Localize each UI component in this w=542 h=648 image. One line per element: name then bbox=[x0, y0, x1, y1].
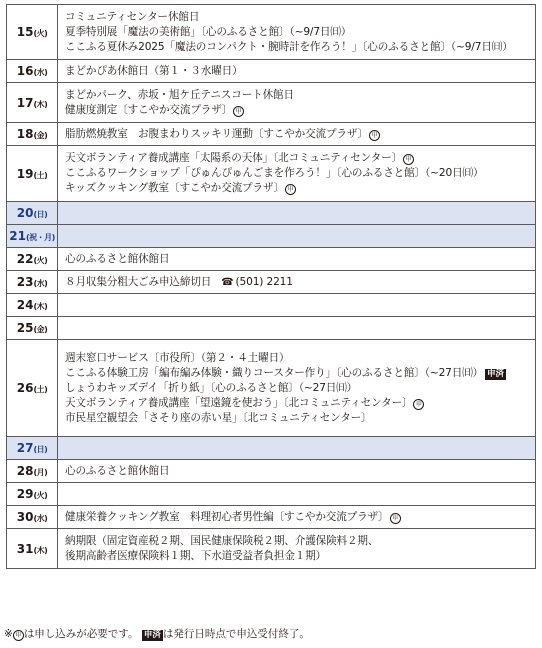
day-number: 19 bbox=[16, 166, 34, 181]
event-item bbox=[65, 464, 535, 479]
date-cell bbox=[7, 146, 58, 202]
day-number: 20 bbox=[16, 206, 34, 220]
reservation-required-icon: 申 bbox=[390, 513, 401, 524]
calendar-row bbox=[7, 506, 536, 529]
weekday-label: (水) bbox=[33, 514, 48, 523]
event-text: ８月収集分粗大ごみ申込締切日 bbox=[65, 275, 212, 288]
event-text: まどかパーク、赤坂・旭ケ丘テニスコート休館日 bbox=[65, 88, 294, 101]
event-text: 天文ボランティア養成講座「太陽系の天体」〔北コミュニティセンター〕 bbox=[65, 152, 403, 164]
date-cell bbox=[7, 294, 58, 317]
day-number: 28 bbox=[16, 464, 34, 478]
event-text: ここふるワークショップ「ぴゅんぴゅんごまを作ろう！」〔心のふるさと館〕（~20日㈰） bbox=[65, 167, 484, 179]
event-item bbox=[65, 510, 535, 525]
events-cell bbox=[58, 271, 536, 294]
event-text: 心のふるさと館休館日 bbox=[65, 252, 170, 265]
footnote-text-1: は申し込みが必要です。 bbox=[23, 628, 139, 640]
calendar-row bbox=[7, 248, 536, 271]
event-text: しょうわキッズデイ「折り紙」〔心のふるさと館〕（~27日㈰） bbox=[65, 381, 358, 394]
reservation-required-icon: 申 bbox=[13, 630, 24, 641]
calendar-row bbox=[7, 483, 536, 506]
event-item bbox=[65, 25, 535, 40]
event-item bbox=[65, 275, 535, 290]
day-number: 25 bbox=[16, 321, 34, 335]
date-cell bbox=[7, 460, 58, 483]
event-item bbox=[65, 366, 535, 381]
events-cell bbox=[58, 506, 536, 529]
event-text: ここふる夏休み2025「魔法のコンパクト・腕時計を作ろう！」〔心のふるさと館〕（~9/7日㈰） bbox=[65, 40, 513, 53]
weekday-label: (日) bbox=[33, 210, 48, 219]
day-number: 31 bbox=[16, 541, 34, 556]
events-cell bbox=[58, 437, 536, 460]
event-item bbox=[65, 381, 535, 396]
date-cell bbox=[7, 437, 58, 460]
weekday-label: (火) bbox=[33, 491, 48, 500]
calendar-row bbox=[7, 529, 536, 569]
events-cell bbox=[58, 60, 536, 83]
event-item bbox=[65, 166, 535, 181]
event-item bbox=[65, 40, 535, 55]
events-cell bbox=[58, 146, 536, 202]
event-calendar-table bbox=[6, 4, 536, 569]
footnote-text-2: は発行日時点で申込受付終了。 bbox=[162, 628, 310, 640]
reservation-required-icon: 申 bbox=[233, 106, 244, 117]
weekday-label: (日) bbox=[33, 445, 48, 454]
date-cell bbox=[7, 123, 58, 146]
weekday-label: (火) bbox=[33, 256, 48, 265]
closed-badge: 申済 bbox=[143, 630, 161, 640]
date-cell bbox=[7, 225, 58, 248]
day-number: 23 bbox=[16, 275, 34, 289]
event-item bbox=[65, 411, 535, 426]
weekday-label: (火) bbox=[33, 29, 48, 38]
event-text: 心のふるさと館休館日 bbox=[65, 464, 170, 477]
event-item bbox=[65, 103, 535, 118]
day-number: 15 bbox=[16, 25, 34, 39]
phone-number: (501) 2211 bbox=[235, 275, 293, 288]
date-cell bbox=[7, 271, 58, 294]
date-cell bbox=[7, 340, 58, 437]
events-cell bbox=[58, 225, 536, 248]
event-text: ここふる体験工房「編布編み体験・織りコースター作り」〔心のふるさと館〕（~27日㈰） bbox=[65, 366, 484, 379]
event-item bbox=[65, 64, 535, 79]
day-number: 26 bbox=[16, 381, 34, 395]
date-cell bbox=[7, 202, 58, 225]
event-text: 週末窓口サービス〔市役所〕（第２・４土曜日） bbox=[65, 351, 290, 364]
weekday-label: (木) bbox=[33, 99, 48, 109]
day-number: 21 bbox=[9, 229, 26, 243]
event-text: 夏季特別展「魔法の美術館」〔心のふるさと館〕（~9/7日㈰） bbox=[65, 25, 352, 38]
event-text: コミュニティセンター休館日 bbox=[65, 10, 200, 23]
date-cell bbox=[7, 83, 58, 123]
date-cell bbox=[7, 506, 58, 529]
events-cell bbox=[58, 460, 536, 483]
weekday-label: (水) bbox=[33, 279, 48, 288]
events-cell bbox=[58, 123, 536, 146]
date-cell bbox=[7, 529, 58, 569]
event-item bbox=[65, 127, 535, 142]
day-number: 29 bbox=[16, 487, 34, 501]
event-item bbox=[65, 534, 535, 549]
events-cell bbox=[58, 317, 536, 340]
calendar-row bbox=[7, 60, 536, 83]
footnote-prefix: ※ bbox=[4, 628, 13, 640]
event-text: 天文ボランティア養成講座「望遠鏡を使おう」〔北コミュニティセンター〕 bbox=[65, 396, 413, 409]
calendar-row bbox=[7, 146, 536, 202]
event-text: 脂肪燃焼教室 お腹まわりスッキリ運動〔すこやか交流プラザ〕 bbox=[65, 127, 368, 140]
events-cell bbox=[58, 529, 536, 569]
footnote bbox=[4, 626, 310, 641]
date-cell bbox=[7, 60, 58, 83]
event-text: 納期限（固定資産税２期、国民健康保険税２期、介護保険料２期、 bbox=[65, 534, 379, 547]
reservation-required-icon: 申 bbox=[403, 154, 414, 165]
day-number: 16 bbox=[16, 64, 34, 78]
calendar-row bbox=[7, 123, 536, 146]
reservation-required-icon: 申 bbox=[413, 399, 424, 410]
calendar-row bbox=[7, 83, 536, 123]
reservation-required-icon: 申 bbox=[369, 130, 380, 141]
calendar-row bbox=[7, 460, 536, 483]
date-cell bbox=[7, 5, 58, 60]
event-item bbox=[65, 151, 535, 166]
calendar-row bbox=[7, 437, 536, 460]
day-number: 27 bbox=[16, 441, 34, 455]
calendar-row bbox=[7, 294, 536, 317]
date-cell bbox=[7, 317, 58, 340]
event-text: キッズクッキング教室〔すこやか交流プラザ〕 bbox=[65, 182, 284, 194]
event-item bbox=[65, 88, 535, 103]
events-cell bbox=[58, 248, 536, 271]
weekday-label: (木) bbox=[33, 545, 48, 555]
weekday-label: (祝・月) bbox=[25, 233, 55, 242]
weekday-label: (金) bbox=[33, 131, 48, 140]
calendar-body bbox=[7, 5, 536, 569]
reservation-required-icon: 申 bbox=[285, 184, 296, 195]
day-number: 18 bbox=[16, 127, 34, 141]
calendar-row bbox=[7, 340, 536, 437]
event-item bbox=[65, 351, 535, 366]
calendar-row bbox=[7, 225, 536, 248]
date-cell bbox=[7, 483, 58, 506]
weekday-label: (土) bbox=[33, 170, 48, 180]
events-cell bbox=[58, 340, 536, 437]
events-cell bbox=[58, 483, 536, 506]
weekday-label: (木) bbox=[33, 302, 48, 311]
events-cell bbox=[58, 294, 536, 317]
weekday-label: (土) bbox=[33, 385, 48, 394]
events-cell bbox=[58, 83, 536, 123]
weekday-label: (水) bbox=[33, 68, 48, 77]
closed-badge: 申済 bbox=[487, 368, 504, 379]
event-text: 健康度測定〔すこやか交流プラザ〕 bbox=[65, 103, 233, 116]
events-cell bbox=[58, 5, 536, 60]
weekday-label: (金) bbox=[33, 325, 48, 334]
weekday-label: (月) bbox=[33, 468, 48, 477]
date-cell bbox=[7, 248, 58, 271]
event-item bbox=[65, 549, 535, 564]
day-number: 30 bbox=[16, 510, 34, 524]
event-text: 後期高齢者医療保険料１期、下水道受益者負担金１期） bbox=[65, 549, 327, 562]
calendar-row bbox=[7, 317, 536, 340]
events-cell bbox=[58, 202, 536, 225]
phone-icon: ☎ bbox=[221, 276, 234, 288]
day-number: 24 bbox=[16, 298, 34, 312]
event-item bbox=[65, 10, 535, 25]
calendar-row bbox=[7, 271, 536, 294]
event-item bbox=[65, 252, 535, 267]
event-text: 健康栄養クッキング教室 料理初心者男性編〔すこやか交流プラザ〕 bbox=[65, 510, 389, 523]
calendar-row bbox=[7, 202, 536, 225]
day-number: 17 bbox=[16, 95, 34, 110]
calendar-row bbox=[7, 5, 536, 60]
event-text: 市民星空観望会「さそり座の赤い星」〔北コミュニティセンター〕 bbox=[65, 411, 372, 424]
day-number: 22 bbox=[16, 252, 34, 266]
event-item bbox=[65, 181, 535, 196]
event-text: まどかぴあ休館日（第１・３水曜日） bbox=[65, 64, 243, 77]
event-item bbox=[65, 396, 535, 411]
